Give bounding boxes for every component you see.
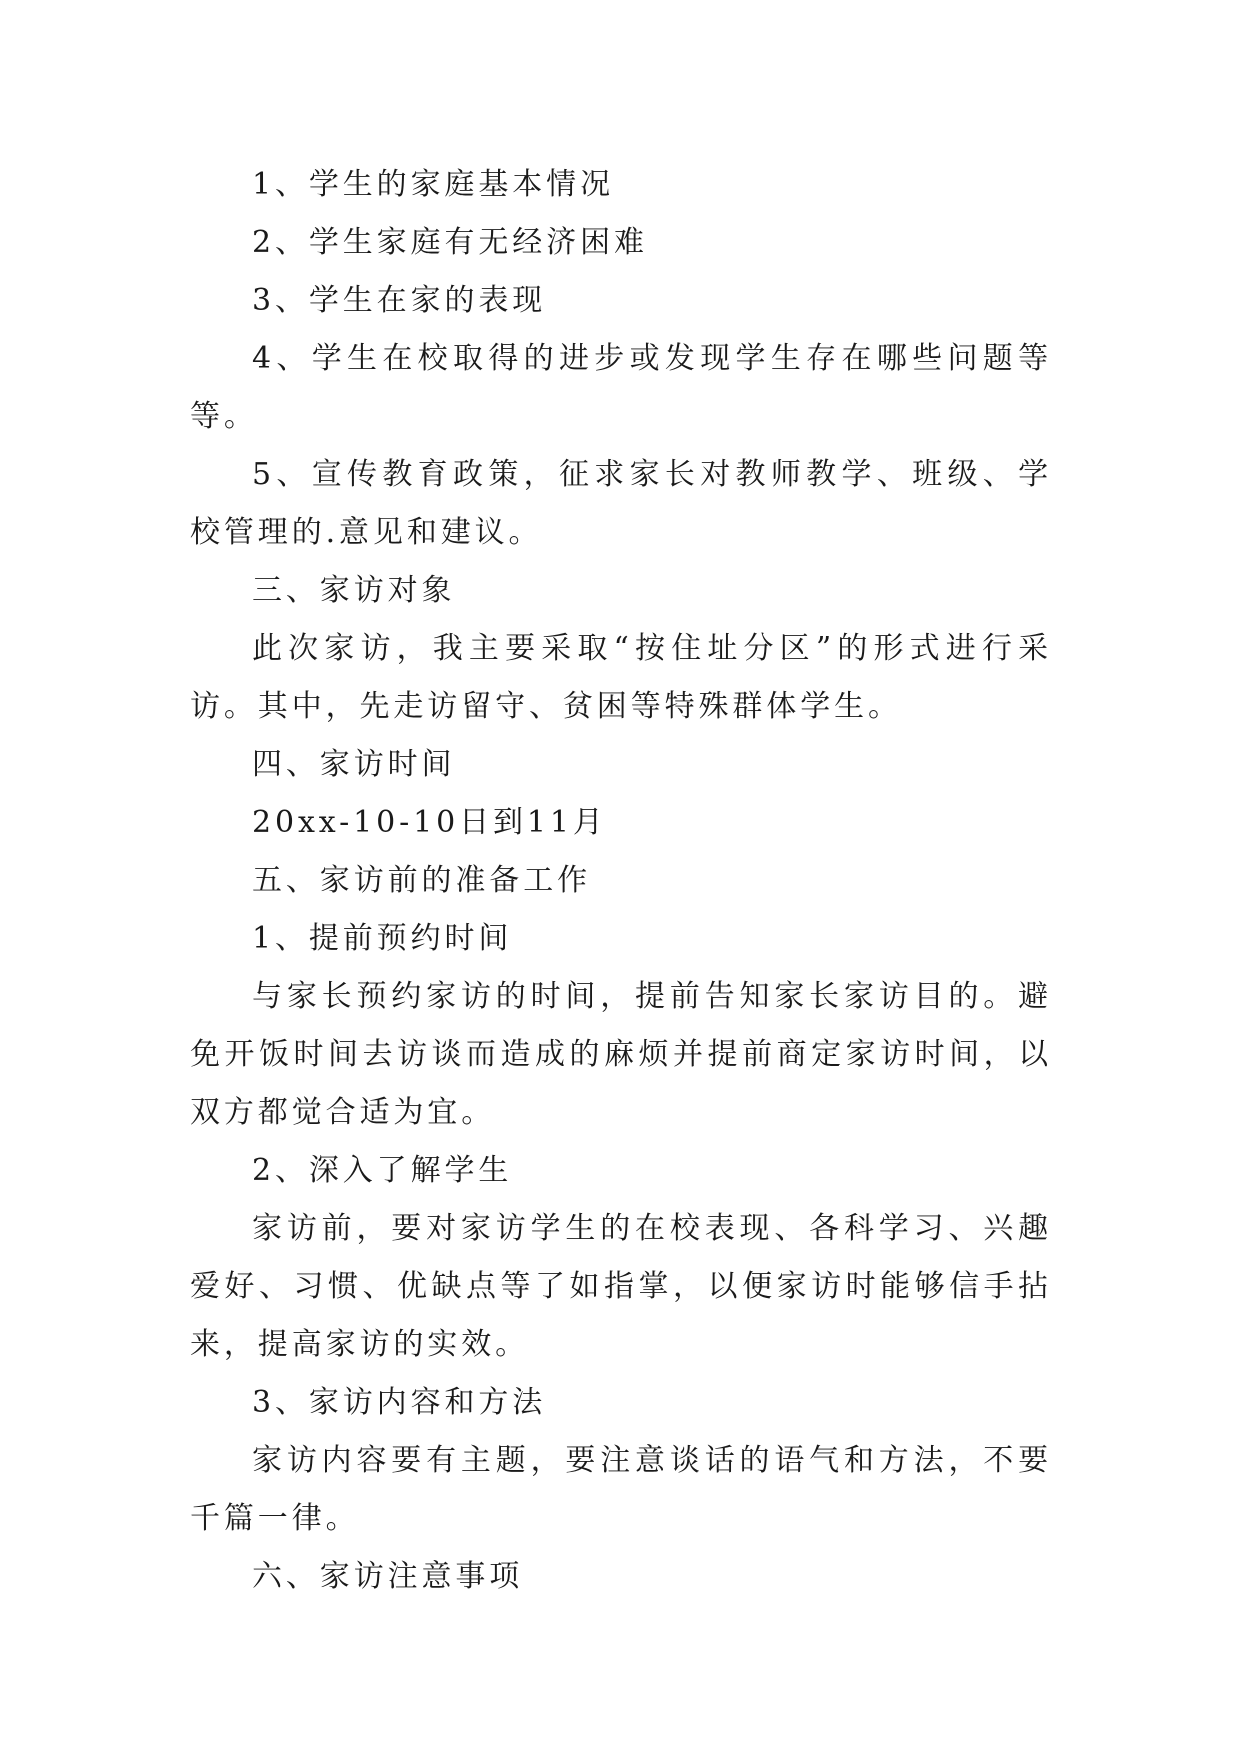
section-heading-preparation: 五、家访前的准备工作 bbox=[252, 863, 591, 898]
list-item-economic-difficulty: 2、学生家庭有无经济困难 bbox=[252, 225, 648, 260]
section-heading-visit-targets: 三、家访对象 bbox=[252, 573, 456, 608]
list-item-home-behavior: 3、学生在家的表现 bbox=[252, 283, 547, 318]
paragraph-visit-targets: 此次家访，我主要采取“按住址分区”的形式进行采访。其中，先走访留守、贫困等特殊群体学生。 bbox=[190, 631, 1052, 724]
paragraph-appointment: 与家长预约家访的时间，提前告知家长家访目的。避免开饭时间去访谈而造成的麻烦并提前商定家访时间，以双方都觉合适为宜。 bbox=[190, 979, 1052, 1130]
paragraph-content-methods: 家访内容要有主题，要注意谈话的语气和方法，不要千篇一律。 bbox=[190, 1443, 1052, 1536]
section-heading-precautions: 六、家访注意事项 bbox=[252, 1559, 524, 1594]
subheading-content-methods: 3、家访内容和方法 bbox=[252, 1385, 547, 1420]
subheading-appointment: 1、提前预约时间 bbox=[252, 921, 513, 956]
list-item-policy-feedback: 5、宣传教育政策，征求家长对教师教学、班级、学校管理的.意见和建议。 bbox=[190, 457, 1052, 550]
subheading-understand-students: 2、深入了解学生 bbox=[252, 1153, 513, 1188]
document-body bbox=[190, 156, 1052, 1606]
paragraph-visit-time: 20xx-10-10日到11月 bbox=[252, 805, 607, 840]
list-item-family-situation: 1、学生的家庭基本情况 bbox=[252, 167, 614, 202]
section-heading-visit-time: 四、家访时间 bbox=[252, 747, 456, 782]
list-item-school-progress: 4、学生在校取得的进步或发现学生存在哪些问题等等。 bbox=[190, 341, 1052, 434]
paragraph-understand-students: 家访前，要对家访学生的在校表现、各科学习、兴趣爱好、习惯、优缺点等了如指掌，以便家访时能够信手拈来，提高家访的实效。 bbox=[190, 1211, 1052, 1362]
